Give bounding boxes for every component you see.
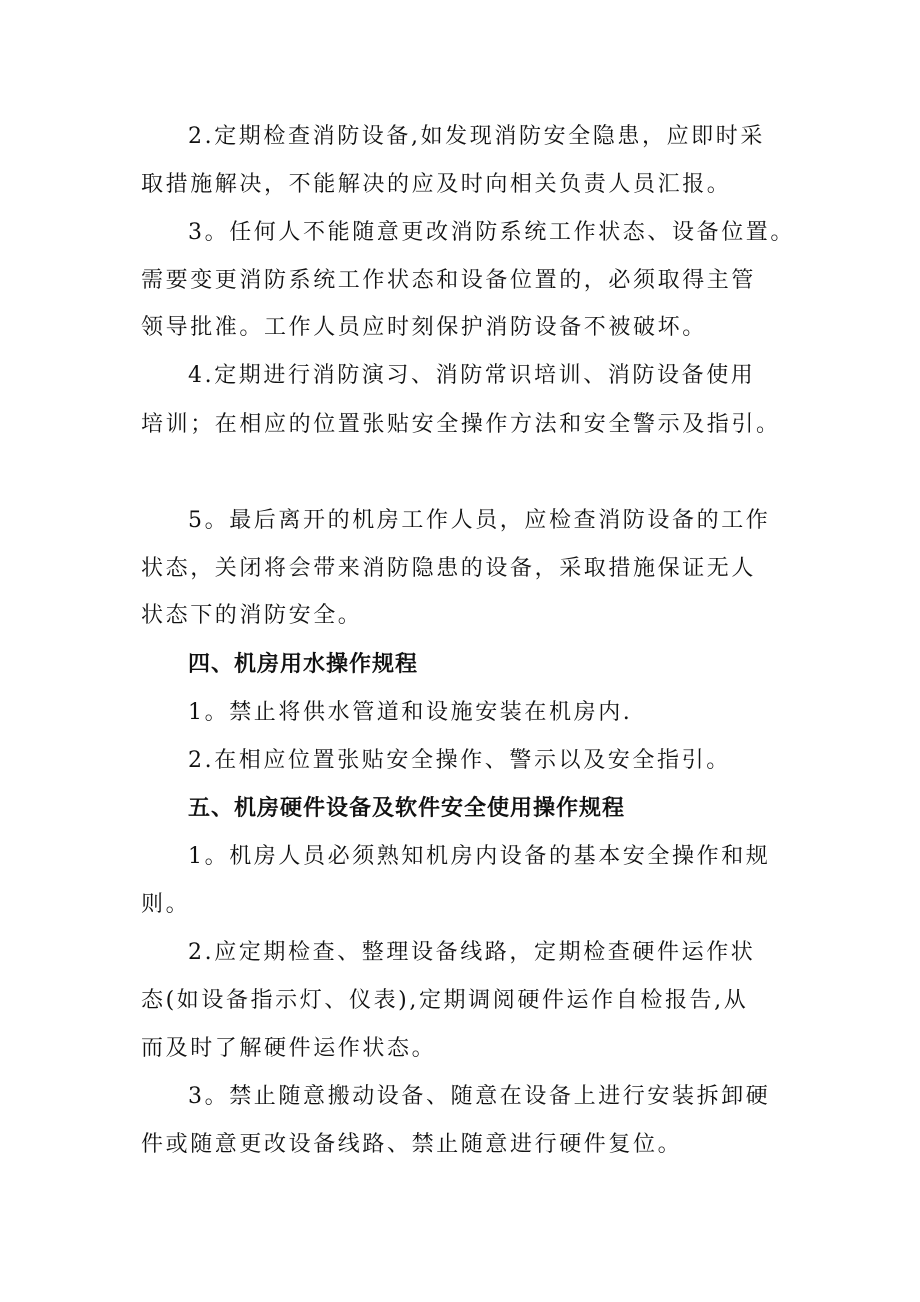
paragraph-line: 2.定期检查消防设备,如发现消防安全隐患，应即时采 <box>188 124 765 149</box>
section-heading: 五、机房硬件设备及软件安全使用操作规程 <box>188 796 626 821</box>
paragraph-line: 状态下的消防安全。 <box>141 603 363 628</box>
paragraph-line: 件或随意更改设备线路、禁止随意进行硬件复位。 <box>141 1132 683 1157</box>
paragraph-line: 1。禁止将供水管道和设施安装在机房内. <box>188 700 633 725</box>
paragraph-line: 3。禁止随意搬动设备、随意在设备上进行安装拆卸硬 <box>188 1084 771 1109</box>
paragraph-line: 需要变更消防系统工作状态和设备位置的，必须取得主管 <box>141 268 757 293</box>
paragraph-line: 状态，关闭将会带来消防隐患的设备，采取措施保证无人 <box>141 556 757 581</box>
paragraph-line: 3。任何人不能随意更改消防系统工作状态、设备位置。 <box>188 220 795 245</box>
paragraph-line: 则。 <box>141 892 191 917</box>
paragraph-line: 2.在相应位置张贴安全操作、警示以及安全指引。 <box>188 748 731 773</box>
paragraph-line: 领导批准。工作人员应时刻保护消防设备不被破坏。 <box>141 315 707 340</box>
paragraph-line: 取措施解决，不能解决的应及时向相关负责人员汇报。 <box>141 172 732 197</box>
paragraph-line: 态(如设备指示灯、仪表),定期调阅硬件运作自检报告,从 <box>141 988 749 1013</box>
paragraph-line: 培训；在相应的位置张贴安全操作方法和安全警示及指引。 <box>141 412 781 437</box>
paragraph-line: 5。最后离开的机房工作人员，应检查消防设备的工作 <box>188 508 771 533</box>
section-heading: 四、机房用水操作规程 <box>188 652 419 677</box>
paragraph-line: 1。机房人员必须熟知机房内设备的基本安全操作和规 <box>188 844 771 869</box>
paragraph-line: 2.应定期检查、整理设备线路，定期检查硬件运作状 <box>188 940 756 965</box>
paragraph-line: 而及时了解硬件运作状态。 <box>141 1036 437 1061</box>
paragraph-line: 4.定期进行消防演习、消防常识培训、消防设备使用 <box>188 363 756 388</box>
